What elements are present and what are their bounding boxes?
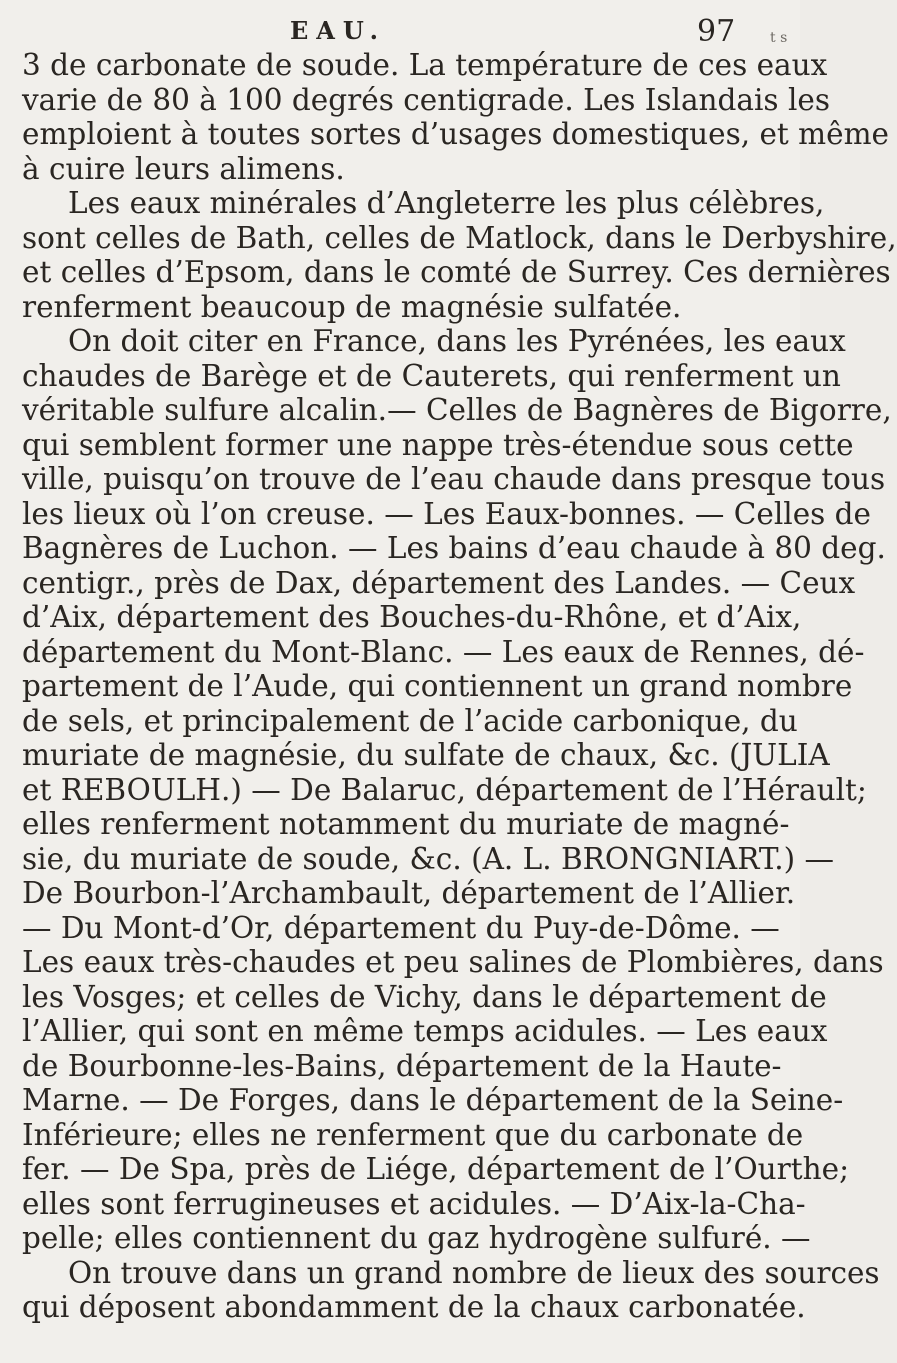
- text-line: fer. — De Spa, près de Liége, département de l’Ourthe;: [22, 1152, 850, 1186]
- text-line: à cuire leurs alimens.: [22, 151, 345, 186]
- text-line: 3 de carbonate de soude. La température de ces eaux: [22, 48, 828, 82]
- text-line: les lieux où l’on creuse. — Les Eaux-bonnes. — Celles de: [22, 496, 872, 531]
- text-line: pelle; elles contiennent du gaz hydrogène sulfuré. —: [22, 1221, 811, 1255]
- page-header: [0, 14, 800, 50]
- text-line: l’Allier, qui sont en même temps acidules. — Les eaux: [22, 1014, 828, 1048]
- text-line: elles sont ferrugineuses et acidules. — D’Aix-la-Cha-: [22, 1186, 806, 1221]
- text-line: véritable sulfure alcalin.— Celles de Bagnères de Bigorre,: [22, 393, 892, 427]
- text-line: Bagnères de Luchon. — Les bains d’eau chaude à 80 deg.: [22, 531, 886, 565]
- text-line: les Vosges; et celles de Vichy, dans le département de: [22, 979, 827, 1014]
- page-number: 97: [697, 14, 736, 49]
- text-line: département du Mont-Blanc. — Les eaux de Rennes, dé-: [22, 634, 865, 669]
- text-line: de sels, et principalement de l’acide carbonique, du: [22, 703, 798, 738]
- text-line: renferment beaucoup de magnésie sulfatée.: [22, 289, 682, 324]
- text-line: muriate de magnésie, du sulfate de chaux, &c. (JULIA: [22, 738, 830, 772]
- text-line: partement de l’Aude, qui contiennent un grand nombre: [22, 669, 853, 703]
- text-line: De Bourbon-l’Archambault, département de l’Allier.: [22, 876, 796, 910]
- text-line: d’Aix, département des Bouches-du-Rhône, et d’Aix,: [22, 600, 802, 634]
- text-line: qui déposent abondamment de la chaux carbonatée.: [22, 1290, 806, 1324]
- text-line: centigr., près de Dax, département des Landes. — Ceux: [22, 565, 856, 600]
- text-line: Inférieure; elles ne renferment que du carbonate de: [22, 1117, 804, 1152]
- text-line: varie de 80 à 100 degrés centigrade. Les Islandais les: [22, 82, 830, 117]
- text-line: qui semblent former une nappe très-étendue sous cette: [22, 427, 854, 462]
- text-line: ville, puisqu’on trouve de l’eau chaude dans presque tous: [22, 462, 886, 496]
- text-line: On doit citer en France, dans les Pyrénées, les eaux: [68, 324, 846, 358]
- text-line: On trouve dans un grand nombre de lieux des sources: [68, 1255, 880, 1290]
- text-line: Marne. — De Forges, dans le département de la Seine-: [22, 1083, 844, 1117]
- text-line: chaudes de Barège et de Cauterets, qui renferment un: [22, 358, 841, 393]
- text-line: et celles d’Epsom, dans le comté de Surrey. Ces dernières: [22, 255, 891, 289]
- text-line: Les eaux très-chaudes et peu salines de Plombières, dans: [22, 945, 884, 979]
- text-line: — Du Mont-d’Or, département du Puy-de-Dôme. —: [22, 910, 780, 945]
- text-line: Les eaux minérales d’Angleterre les plus célèbres,: [68, 186, 825, 220]
- body-text: [22, 48, 897, 1325]
- text-line: sont celles de Bath, celles de Matlock, dans le Derbyshire,: [22, 220, 897, 255]
- running-head: EAU.: [290, 16, 386, 45]
- text-line: elles renferment notamment du muriate de magné-: [22, 807, 790, 841]
- margin-mark: t s: [770, 30, 788, 46]
- text-line: de Bourbonne-les-Bains, département de la Haute-: [22, 1048, 782, 1083]
- text-line: emploient à toutes sortes d’usages domestiques, et même: [22, 117, 890, 151]
- text-line: sie, du muriate de soude, &c. (A. L. BRONGNIART.) —: [22, 841, 835, 876]
- text-line: et REBOULH.) — De Balaruc, département de l’Hérault;: [22, 772, 867, 807]
